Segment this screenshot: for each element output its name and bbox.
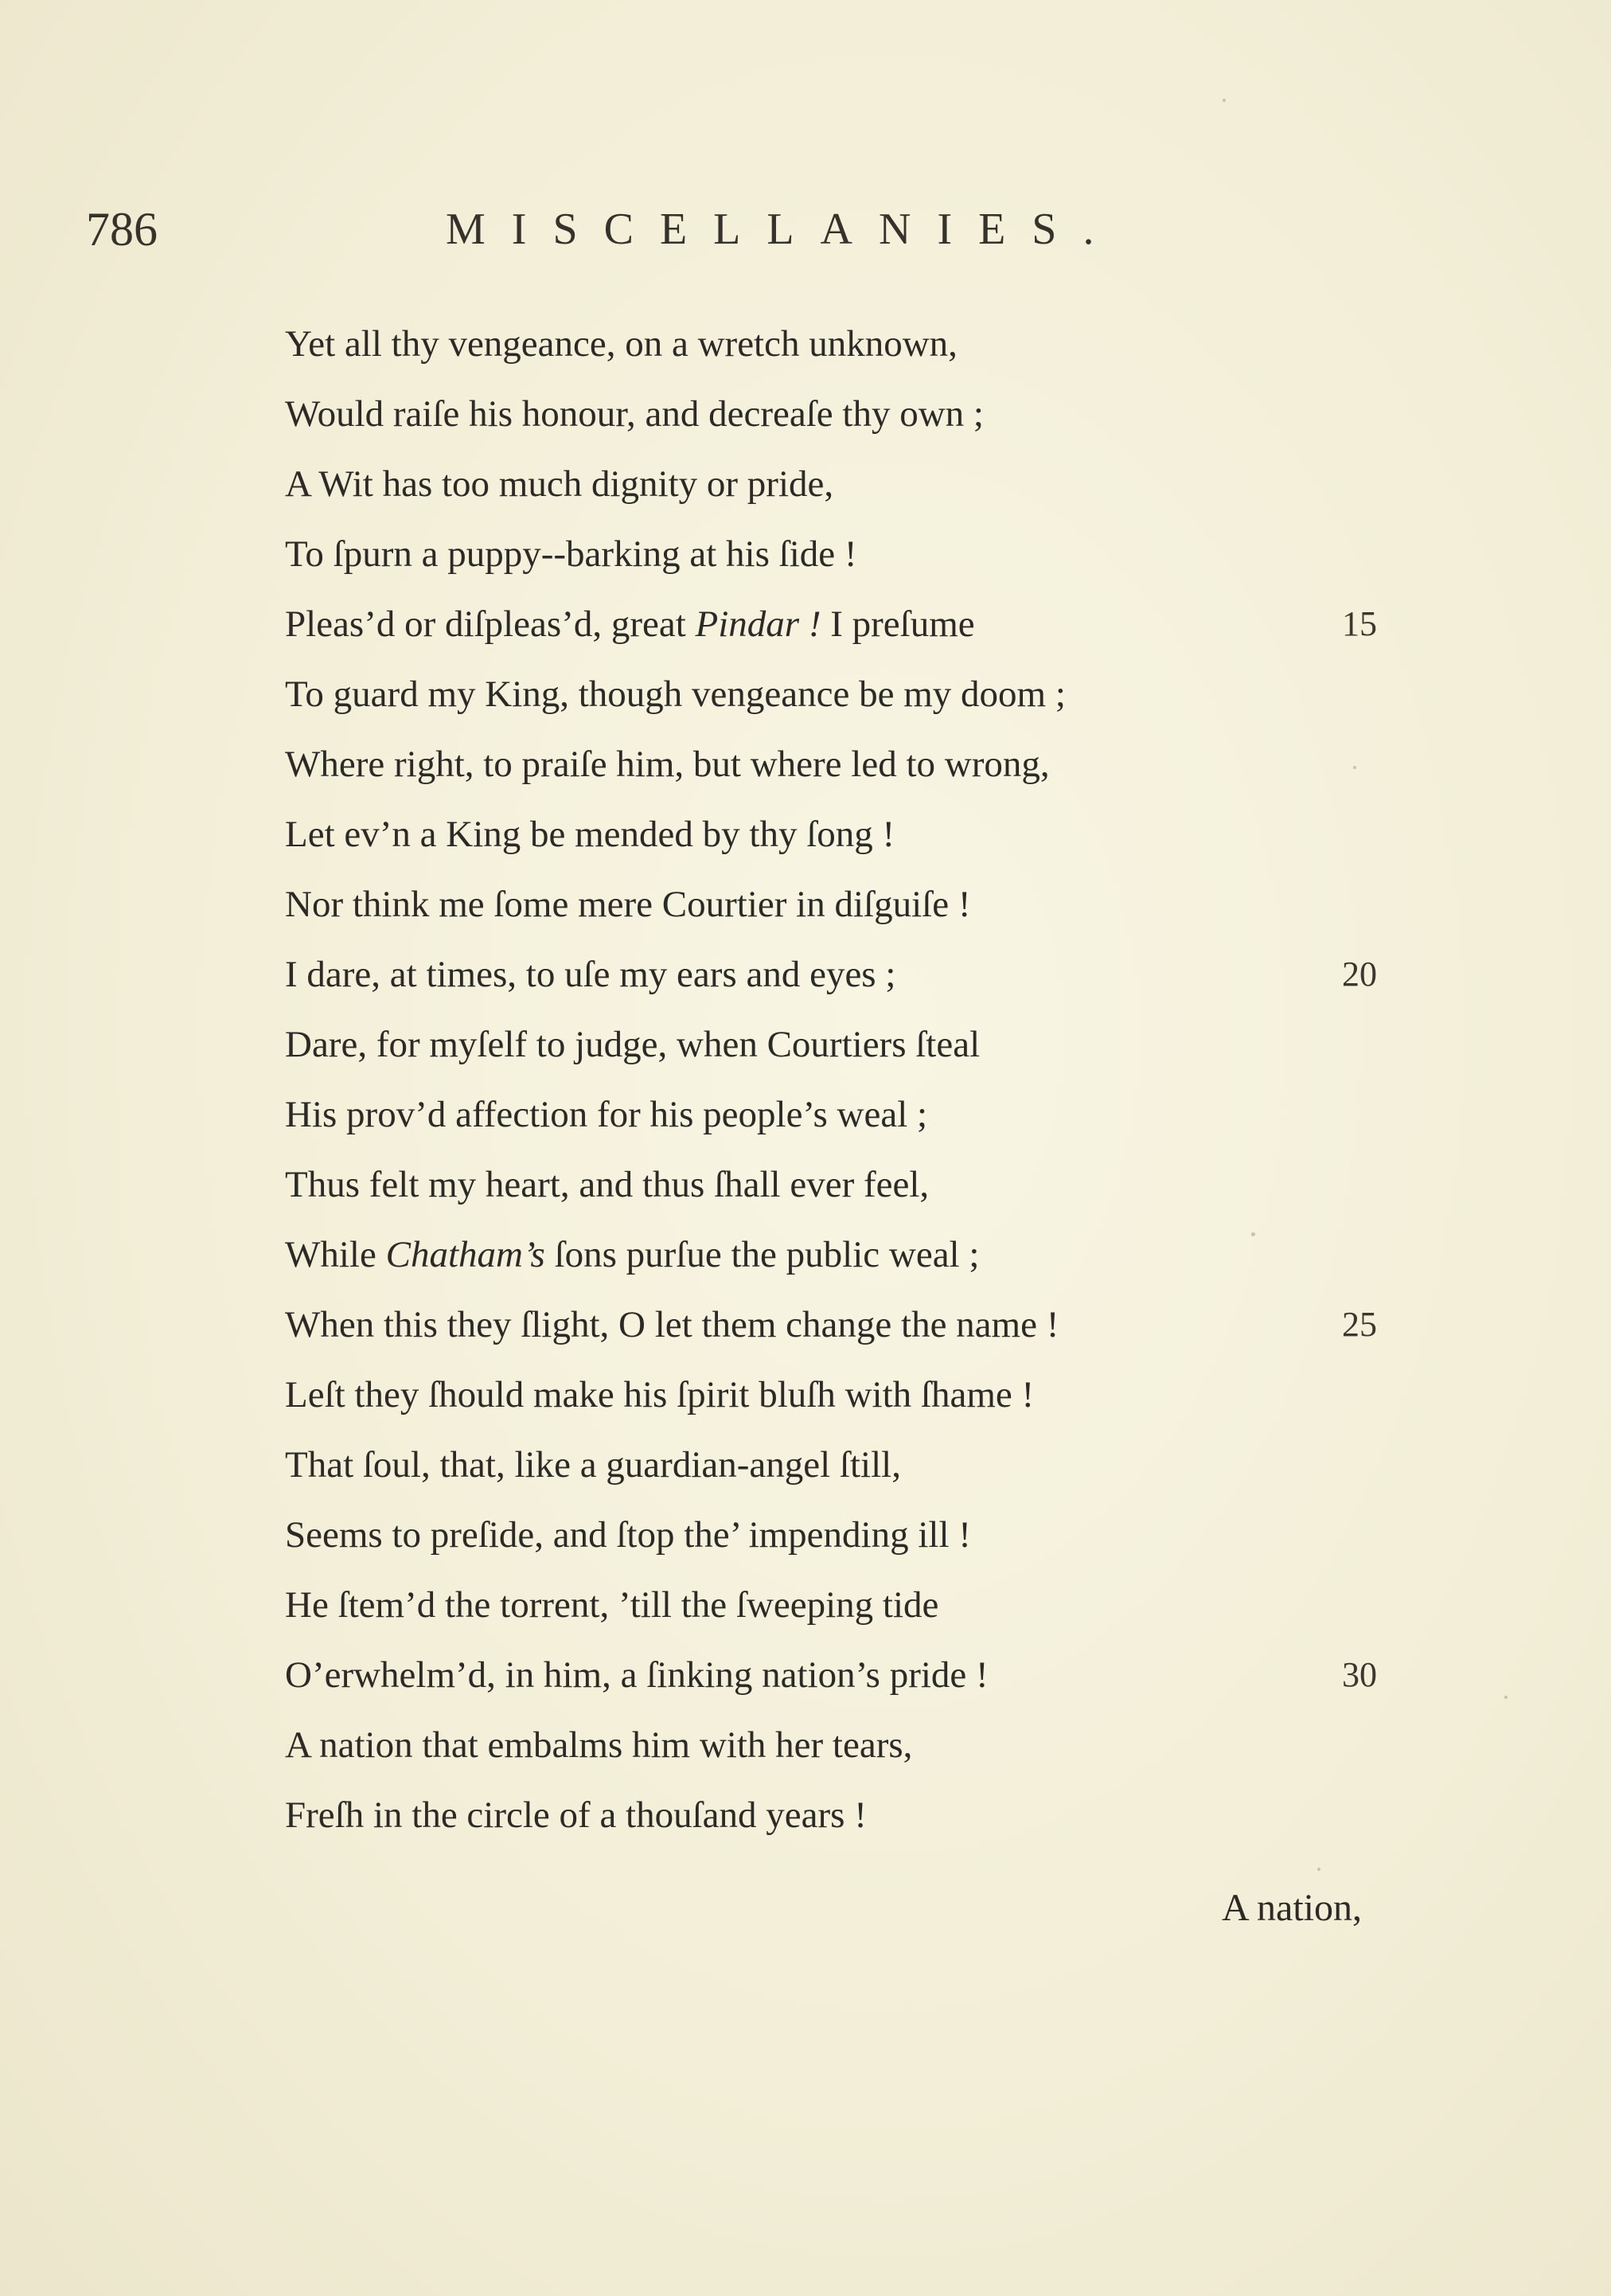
verse-text: Would raiſe his honour, and decreaſe thy own ; [285, 393, 984, 435]
verse-line [285, 309, 1399, 379]
verse-line [285, 1780, 1399, 1850]
verse-text: A nation that embalms him with her tears, [285, 1724, 913, 1766]
verse-line [285, 1360, 1399, 1430]
verse-line [285, 589, 1399, 659]
verse-text: ſons purſue the public weal ; [544, 1234, 980, 1275]
verse-text: A Wit has too much dignity or pride, [285, 463, 834, 505]
verse-line [285, 1430, 1399, 1500]
verse-text: He ſtem’d the torrent, ’till the ſweeping tide [285, 1584, 939, 1626]
verse-line [285, 1570, 1399, 1640]
verse-text: Leſt they ſhould make his ſpirit bluſh with ſhame ! [285, 1374, 1035, 1415]
italic-name: Chatham’s [385, 1234, 545, 1275]
verse-text: Pleas’d or diſpleas’d, great [285, 603, 696, 645]
verse-text: Seems to preſide, and ſtop the’ impending ill ! [285, 1514, 971, 1556]
line-number: 20 [1342, 955, 1377, 994]
verse-text: That ſoul, that, like a guardian-angel ſtill, [285, 1444, 901, 1486]
line-number: 15 [1342, 604, 1377, 643]
verse-line [285, 1080, 1399, 1150]
running-title: MISCELLANIES. [446, 205, 1121, 254]
verse-line [285, 659, 1399, 729]
line-number: 25 [1342, 1305, 1377, 1344]
verse-text: To guard my King, though vengeance be my doom ; [285, 674, 1066, 715]
verse-text: When this they ſlight, O let them change the name ! [285, 1304, 1059, 1345]
verse-line [285, 1009, 1399, 1080]
paper-speck [1504, 1696, 1508, 1699]
italic-name: Pindar ! [695, 603, 821, 645]
line-number: 30 [1342, 1655, 1377, 1694]
page-number: 786 [86, 203, 158, 256]
verse-line [285, 729, 1399, 799]
verse-text: Dare, for myſelf to judge, when Courtiers ſteal [285, 1024, 981, 1065]
paper-speck [1317, 1868, 1320, 1871]
verse-line [285, 869, 1399, 939]
verse-text: Freſh in the circle of a thouſand years ! [285, 1794, 867, 1836]
paper-speck [1353, 766, 1356, 769]
verse-line [285, 1220, 1399, 1290]
catchword: A nation, [1222, 1887, 1362, 1929]
verse-line [285, 1710, 1399, 1780]
verse-line [285, 379, 1399, 449]
verse-text: Thus felt my heart, and thus ſhall ever feel, [285, 1164, 930, 1205]
verse-line [285, 519, 1399, 589]
verse-line [285, 1500, 1399, 1570]
verse-text: His prov’d affection for his people’s weal ; [285, 1094, 928, 1135]
verse-line [285, 1290, 1399, 1360]
poem-body [285, 309, 1399, 1850]
verse-text: Yet all thy vengeance, on a wretch unknown, [285, 323, 958, 365]
verse-line [285, 799, 1399, 869]
verse-text: While [285, 1234, 386, 1275]
verse-text: Let ev’n a King be mended by thy ſong ! [285, 814, 895, 855]
paper-speck [1251, 1232, 1255, 1236]
verse-line [285, 449, 1399, 519]
verse-text: I preſume [821, 603, 975, 645]
paper-speck [1223, 99, 1226, 102]
verse-text: Where right, to praiſe him, but where led to wrong, [285, 744, 1050, 785]
verse-text: To ſpurn a puppy--barking at his ſide ! [285, 533, 857, 575]
verse-line [285, 1640, 1399, 1710]
verse-text: O’erwhelm’d, in him, a ſinking nation’s pride ! [285, 1654, 989, 1696]
verse-line [285, 939, 1399, 1009]
verse-text: Nor think me ſome mere Courtier in diſguiſe ! [285, 884, 971, 925]
verse-line [285, 1150, 1399, 1220]
verse-text: I dare, at times, to uſe my ears and eyes ; [285, 954, 896, 995]
